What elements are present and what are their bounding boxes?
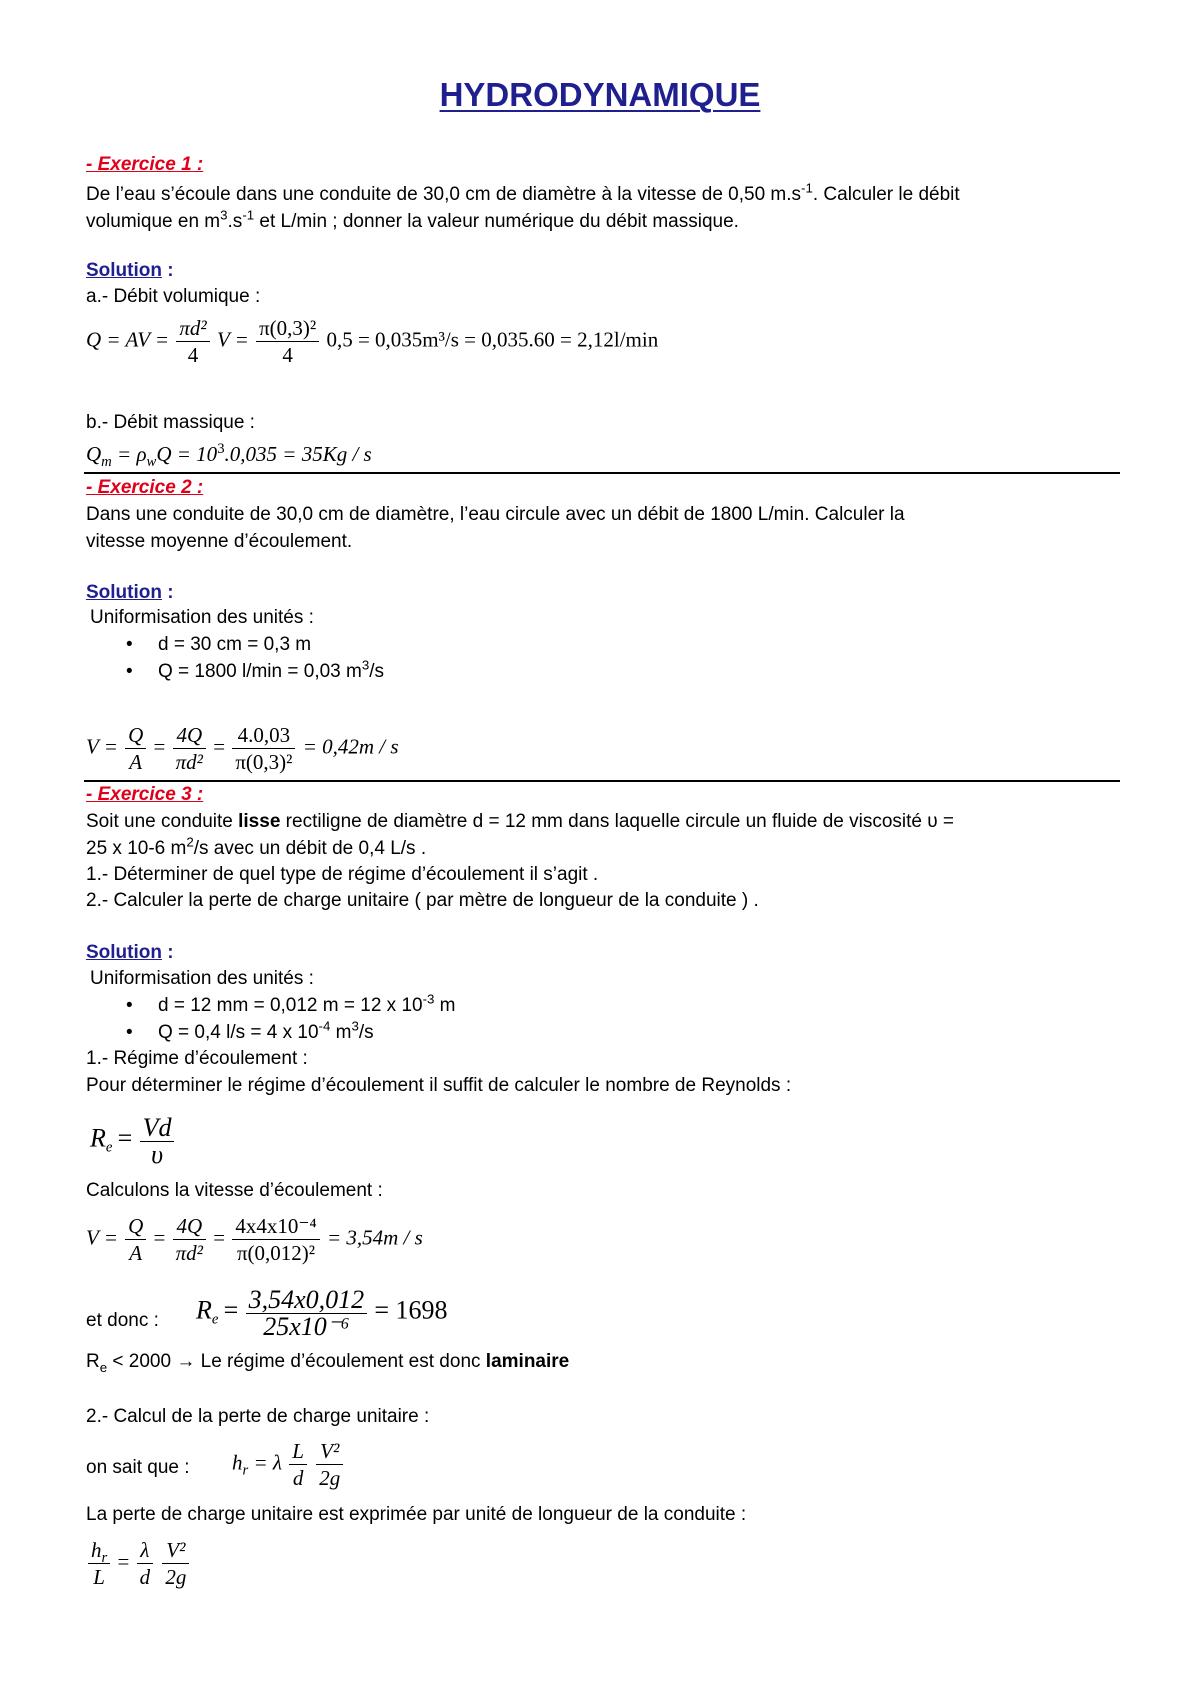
on-sait-label: on sait que : <box>86 1457 190 1478</box>
head-loss-heading: 2.- Calcul de la perte de charge unitaire : <box>86 1406 430 1427</box>
formula-head-loss: $h_r = \lambda$ $\frac{L}{d}$ $\frac{\text{V²}}{2g}$ <box>232 1438 345 1491</box>
regime-heading: 1.- Régime d’écoulement : <box>86 1048 308 1069</box>
exercise-1-solution-heading: Solution : <box>86 260 174 281</box>
divider <box>84 780 1120 782</box>
exercise-2-statement-line1: Dans une conduite de 30,0 cm de diamètre, l’eau circule avec un débit de 1800 L/min. Calculer la <box>86 504 905 525</box>
regime-text: Pour déterminer le régime d’écoulement il suffit de calculer le nombre de Reynolds : <box>86 1075 792 1096</box>
exercise-3-solution-heading: Solution : <box>86 942 174 963</box>
list-item: • Q = 0,4 l/s = 4 x $10^{-4}$ $m^3/s$ <box>126 1018 374 1043</box>
list-item: • Q = 1800 l/min = 0,03 $m^3/s$ <box>126 657 385 682</box>
formula-unit-head-loss: $\frac{h_r}{L}$ = $\frac{\lambda}{d}$ $\frac{\text{V²}}{2g}$ <box>86 1537 191 1590</box>
exercise-1-label: - Exercice 1 : <box>86 154 204 175</box>
formula-velocity-ex2: V = $\frac{Q}{A}$ = $\frac{4Q}{\text{πd²}}$ = $\frac{4.0,03}{\text{π(0,3)²}}$ = 0,42m / s <box>86 723 399 774</box>
formula-reynolds: $R_e$ = $\frac{Vd}{\upsilon}$ <box>90 1115 176 1168</box>
exercise-2-solution-heading: Solution : <box>86 582 174 603</box>
exercise-2-statement-line2: vitesse moyenne d’écoulement. <box>86 531 353 552</box>
exercise-3-statement-line2: 25 x 10-6 $m^2/s$ avec un débit de 0,4 L/s . <box>86 834 427 859</box>
formula-velocity-ex3: V = $\frac{Q}{A}$ = $\frac{4Q}{\text{πd²}}$ = $\frac{\text{4x4x10⁻⁴}}{\text{π(0,012)²}}$ = 3,54m / s <box>86 1214 423 1265</box>
divider <box>84 472 1120 474</box>
exercise-3-question-2: 2.- Calculer la perte de charge unitaire ( par mètre de longueur de la conduite ) . <box>86 890 759 911</box>
units-heading: Uniformisation des unités : <box>90 607 314 628</box>
list-item: • d = 30 cm = 0,3 m <box>126 634 312 655</box>
mass-flow-label: b.- Débit massique : <box>86 412 255 433</box>
arrow-right-icon: → <box>176 1351 196 1372</box>
regime-conclusion: $R_e < 2000 \to Le$ régime d’écoulement est donc laminaire <box>86 1351 570 1375</box>
page-title: HYDRODYNAMIQUE <box>439 76 761 113</box>
exercise-3-statement-line1: Soit une conduite lisse rectiligne de diamètre d = 12 mm dans laquelle circule un fluide de viscosité υ = <box>86 811 955 832</box>
et-donc-label: et donc : <box>86 1310 159 1331</box>
velocity-calc-label: Calculons la vitesse d’écoulement : <box>86 1180 383 1201</box>
exercise-1-statement-line2: volumique en $m^3.s^{-1}$ et L/min ; donner la valeur numérique du débit massique. <box>86 207 739 232</box>
unit-head-loss-text: La perte de charge unitaire est exprimée par unité de longueur de la conduite : <box>86 1504 747 1525</box>
volumic-flow-label: a.- Débit volumique : <box>86 286 261 307</box>
exercise-1-statement-line1: De l’eau s’écoule dans une conduite de 30,0 cm de diamètre à la vitesse de 0,50 $m.s^{-1}$. Calculer le débit <box>86 180 960 205</box>
units-heading: Uniformisation des unités : <box>90 968 314 989</box>
list-item: • d = 12 mm = 0,012 m = 12 x $10^{-3}$ m <box>126 991 456 1016</box>
formula-reynolds-value: $R_e$ = $\frac{3,54x0,012}{\text{25x10⁻⁶}}$ = 1698 <box>196 1285 448 1341</box>
formula-mass-flow: $Q_m = \rho_wQ = 10^3.0,035 = 35Kg / s$ <box>86 441 372 471</box>
exercise-3-question-1: 1.- Déterminer de quel type de régime d’écoulement il s’agit . <box>86 864 599 885</box>
formula-volumic-flow: Q = AV = $\frac{\text{πd²}}{4}$ V = $\frac{\text{π(0,3)²}}{4}$ 0,5 = 0,035m³/s = 0,035.60 = 2,12l/min <box>86 316 659 367</box>
exercise-3-label: - Exercice 3 : <box>86 784 204 805</box>
exercise-2-label: - Exercice 2 : <box>86 477 204 498</box>
